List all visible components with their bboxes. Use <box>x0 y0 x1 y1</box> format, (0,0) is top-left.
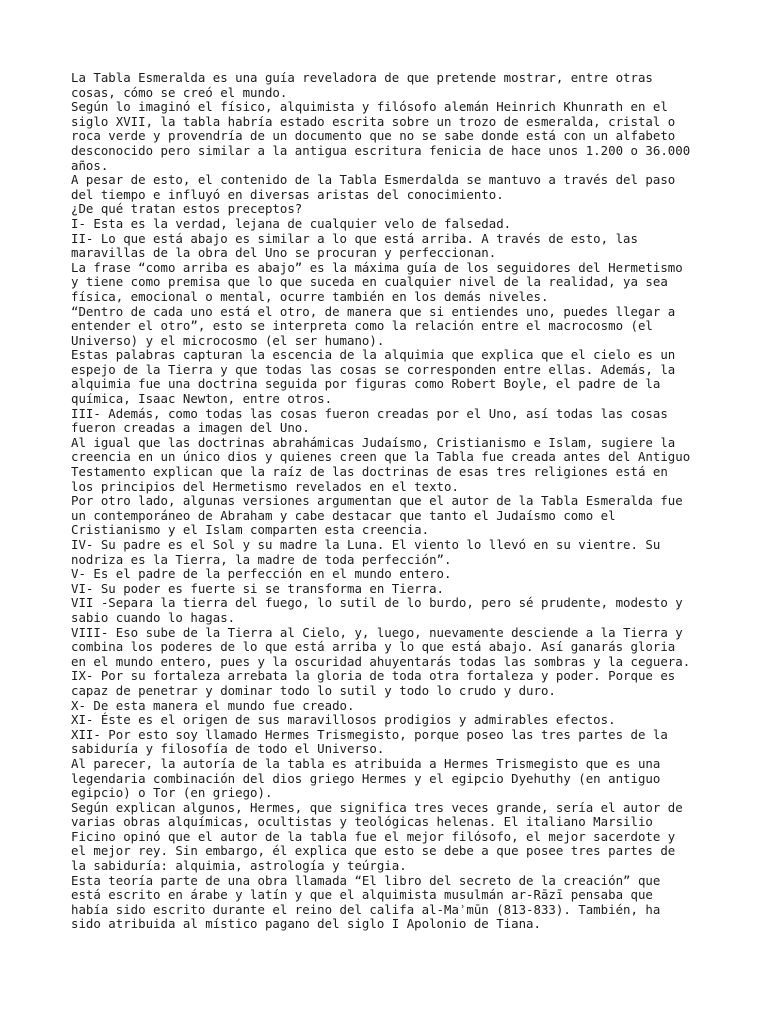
paragraph-como-arriba: La frase “como arriba es abajo” es la máxima guía de los seguidores del Hermetismo y tiene como premisa que lo que suceda en cualquier nivel de la realidad, ya sea física, emocional o mental, ocurre también en los demás niveles. <box>71 259 683 304</box>
precept-12: XII- Por esto soy llamado Hermes Trismegisto, porque poseo las tres partes de la sabiduría y filosofía de todo el Universo. <box>71 726 668 757</box>
precept-11: XI- Éste es el origen de sus maravillosos prodigios y admirables efectos. <box>71 712 616 728</box>
precept-3: III- Además, como todas las cosas fueron creadas por el Uno, así todas las cosas fueron creadas a imagen del Uno. <box>71 405 668 436</box>
paragraph-influence: A pesar de esto, el contenido de la Tabla Esmerdalda se mantuvo a través del paso del tiempo e influyó en diversas aristas del conocimiento. <box>71 172 676 202</box>
paragraph-alquimia: Estas palabras capturan la escencia de la alquimia que explica que el cielo es un espejo de la Tierra y que todas las cosas se corresponden entre ellas. Además, la alquimia fue una doctrina seguida por figuras como Robert Boyle, el padre de la química, Isaac Newton, entre otros. <box>71 347 676 407</box>
precept-2: II- Lo que está abajo es similar a lo que está arriba. A través de esto, las maravillas de la obra del Uno se procuran y perfeccionan. <box>71 230 638 261</box>
precept-6: VI- Su poder es fuerte si se transforma en Tierra. <box>71 580 444 596</box>
paragraph-intro: La Tabla Esmeralda es una guía reveladora de que pretende mostrar, entre otras cosas, cómo se creó el mundo. <box>71 70 653 100</box>
precept-10: X- De esta manera el mundo fue creado. <box>71 697 355 713</box>
precept-5: V- Es el padre de la perfección en el mundo entero. <box>71 566 452 582</box>
precept-4: IV- Su padre es el Sol y su madre la Luna. El viento lo llevó en su vientre. Su nodriza es la Tierra, la madre de toda perfección”. <box>71 537 661 567</box>
precept-9: IX- Por su fortaleza arrebata la gloria de toda otra fortaleza y poder. Porque es capaz de penetrar y dominar todo lo sutil y todo lo crudo y duro. <box>71 668 676 698</box>
precept-7: VII -Separa la tierra del fuego, lo sutil de lo burdo, pero sé prudente, modesto y sabio cuando lo hagas. <box>71 595 683 625</box>
paragraph-macrocosmo: “Dentro de cada uno está el otro, de manera que si entiendes uno, puedes llegar a entender el otro”, esto se interpreta como la relación entre el macrocosmo (el Universo) y el microcosmo (el ser humano). <box>71 303 676 348</box>
paragraph-abrahamicas: Al igual que las doctrinas abrahámicas Judaísmo, Cristianismo e Islam, sugiere la creencia en un único dios y quienes creen que la Tabla fue creada antes del Antiguo Testamento explican que la raíz de las doctrinas de esas tres religiones está en los principios del Hermetismo revelados en el texto. <box>71 434 691 494</box>
paragraph-libro-secreto: Esta teoría parte de una obra llamada “El libro del secreto de la creación” que está escrito en árabe y latín y que el alquimista musulmán ar-Rāzī pensaba que había sido escrito durante el reino del califa al-Maʾmūn (813-833). También, ha sido atribuida al místico pagano del siglo I Apolonio de Tiana. <box>71 872 661 932</box>
precept-8: VIII- Eso sube de la Tierra al Cielo, y, luego, nuevamente desciende a la Tierra y combina los poderes de lo que está arriba y lo que está abajo. Así ganarás gloria en el mundo entero, pues y la oscuridad ahuyentarás todas las sombras y la ceguera. <box>71 624 691 669</box>
document-page <box>71 71 711 932</box>
paragraph-question: ¿De qué tratan estos preceptos? <box>71 201 303 217</box>
paragraph-abraham: Por otro lado, algunas versiones argumentan que el autor de la Tabla Esmeralda fue un contemporáneo de Abraham y cabe destacar que tanto el Judaísmo como el Cristianismo y el Islam comparten esta creencia. <box>71 493 683 538</box>
paragraph-hermes: Según explican algunos, Hermes, que significa tres veces grande, sería el autor de varias obras alquímicas, ocultistas y teológicas helenas. El italiano Marsilio Ficino opinó que el autor de la tabla fue el mejor filósofo, el mejor sacerdote y el mejor rey. Sin embargo, él explica que esto se debe a que posee tres partes de la sabiduría: alquimia, astrología y teúrgia. <box>71 799 683 874</box>
paragraph-khunrath: Según lo imaginó el físico, alquimista y filósofo alemán Heinrich Khunrath en el siglo XVII, la tabla habría estado escrita sobre un trozo de esmeralda, cristal o roca verde y provendría de un documento que no se sabe donde está con un alfabeto desconocido pero similar a la antigua escritura fenicia de hace unos 1.200 o 36.000 años. <box>71 99 691 173</box>
precept-1: I- Esta es la verdad, lejana de cualquier velo de falsedad. <box>71 215 512 231</box>
paragraph-autoria: Al parecer, la autoría de la tabla es atribuida a Hermes Trismegisto que es una legendaria combinación del dios griego Hermes y el egipcio Dyehuthy (en antiguo egipcio) o Tor (en griego). <box>71 755 661 801</box>
